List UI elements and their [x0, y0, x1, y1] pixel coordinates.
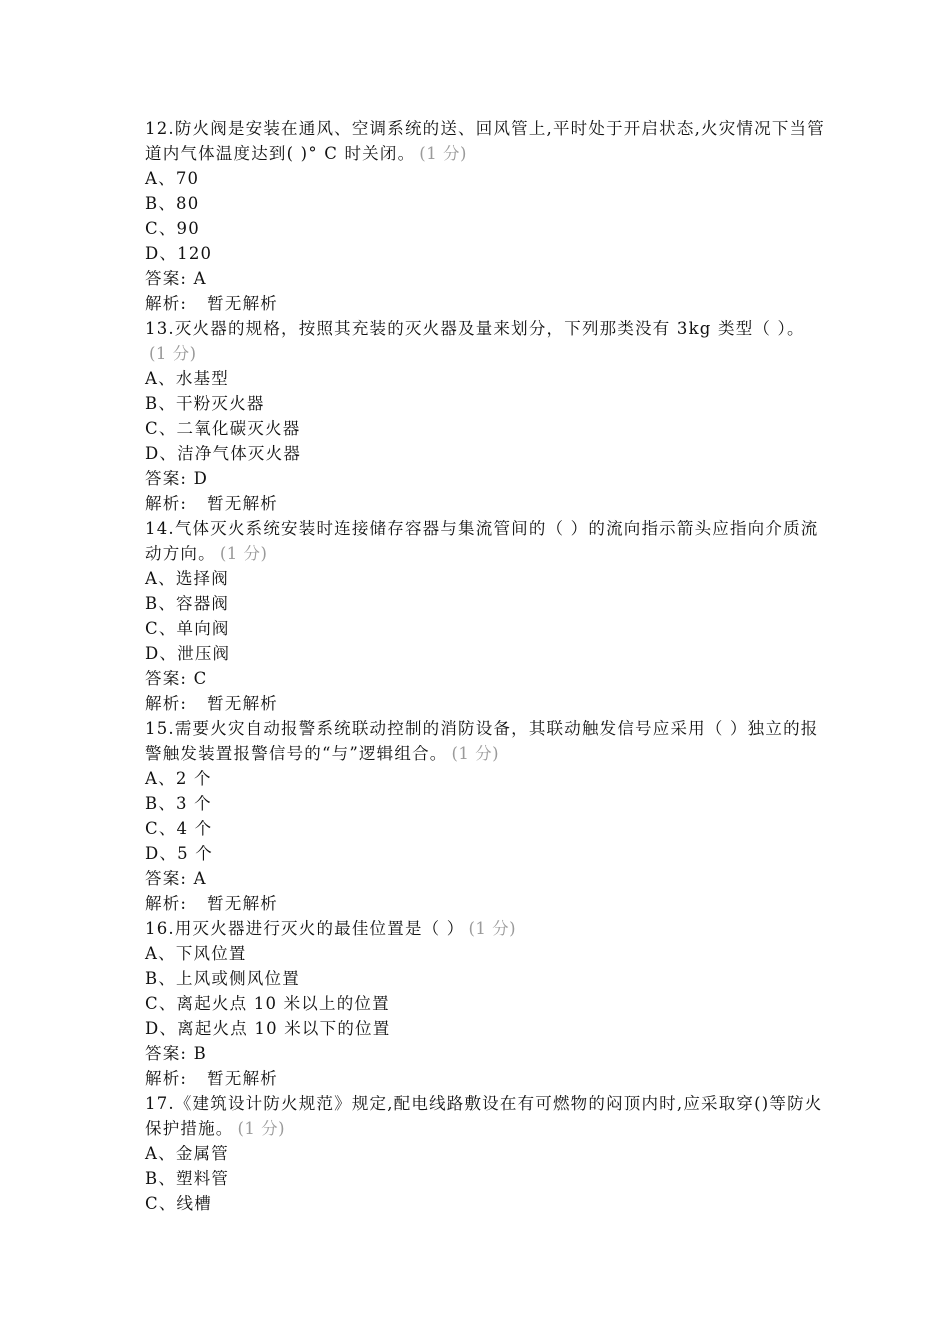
answer-line	[145, 1041, 825, 1066]
option: C、单向阀	[145, 619, 230, 638]
question-text: 13.灭火器的规格，按照其充装的灭火器及量来划分，下列那类没有 3kg 类型（ ）。	[145, 319, 805, 338]
question-text: 16.用灭火器进行灭火的最佳位置是（ ）	[145, 919, 465, 938]
question-score: (1 分)	[219, 544, 268, 563]
question-text: 12.防火阀是安装在通风、空调系统的送、回风管上,平时处于开启状态,火灾情况下当管道内气体温度达到( )° C 时关闭。	[145, 119, 825, 163]
answer-line	[145, 266, 825, 291]
option: B、干粉灭火器	[145, 394, 265, 413]
analysis-label: 解析:	[145, 494, 188, 513]
answer-label: 答案:	[145, 669, 188, 688]
analysis-line	[145, 291, 825, 316]
option: D、离起火点 10 米以下的位置	[145, 1019, 391, 1038]
option: C、离起火点 10 米以上的位置	[145, 994, 390, 1013]
answer-value: C	[193, 669, 208, 688]
option: A、70	[145, 169, 200, 188]
analysis-value: 暂无解析	[207, 1069, 278, 1088]
analysis-label: 解析:	[145, 694, 188, 713]
question-stem	[145, 916, 825, 941]
answer-label: 答案:	[145, 1044, 188, 1063]
option: D、120	[145, 244, 213, 263]
analysis-value: 暂无解析	[207, 494, 278, 513]
analysis-label: 解析:	[145, 894, 188, 913]
option: B、塑料管	[145, 1169, 230, 1188]
question-score: (1 分)	[237, 1119, 286, 1138]
question-block	[145, 116, 825, 316]
answer-label: 答案:	[145, 469, 188, 488]
analysis-label: 解析:	[145, 1069, 188, 1088]
answer-value: B	[193, 1044, 207, 1063]
question-text: 15.需要火灾自动报警系统联动控制的消防设备，其联动触发信号应采用（ ）独立的报警触发装置报警信号的“与”逻辑组合。	[145, 719, 819, 763]
question-block	[145, 1091, 825, 1216]
question-block	[145, 716, 825, 916]
question-score: (1 分)	[419, 144, 467, 163]
question-block	[145, 516, 825, 716]
analysis-line	[145, 491, 825, 516]
option: A、水基型	[145, 369, 229, 388]
question-block	[145, 916, 825, 1091]
option: D、5 个	[145, 844, 213, 863]
option: A、2 个	[145, 769, 212, 788]
question-score: (1 分)	[149, 344, 197, 363]
exam-document	[145, 116, 825, 1216]
option: D、洁净气体灭火器	[145, 444, 302, 463]
analysis-value: 暂无解析	[207, 294, 278, 313]
answer-label: 答案:	[145, 269, 188, 288]
analysis-value: 暂无解析	[207, 894, 278, 913]
option: A、下风位置	[145, 944, 247, 963]
analysis-line	[145, 891, 825, 916]
question-stem	[145, 516, 825, 566]
analysis-line	[145, 691, 825, 716]
option: B、80	[145, 194, 200, 213]
option: B、上风或侧风位置	[145, 969, 300, 988]
option: A、选择阀	[145, 569, 229, 588]
option: B、3 个	[145, 794, 212, 813]
option: C、二氧化碳灭火器	[145, 419, 301, 438]
option: A、金属管	[145, 1144, 229, 1163]
analysis-label: 解析:	[145, 294, 188, 313]
question-score: (1 分)	[468, 919, 517, 938]
analysis-line	[145, 1066, 825, 1091]
option: B、容器阀	[145, 594, 230, 613]
question-stem	[145, 116, 825, 166]
answer-line	[145, 866, 825, 891]
question-stem	[145, 316, 825, 366]
analysis-value: 暂无解析	[207, 694, 278, 713]
answer-value: A	[193, 869, 207, 888]
question-score: (1 分)	[451, 744, 500, 763]
option: C、线槽	[145, 1194, 212, 1213]
answer-value: D	[193, 469, 209, 488]
question-stem	[145, 716, 825, 766]
answer-line	[145, 666, 825, 691]
option: D、泄压阀	[145, 644, 231, 663]
answer-value: A	[193, 269, 207, 288]
question-text: 14.气体灭火系统安装时连接储存容器与集流管间的（ ）的流向指示箭头应指向介质流动方向。	[145, 519, 819, 563]
question-text: 17.《建筑设计防火规范》规定,配电线路敷设在有可燃物的闷顶内时,应采取穿()等防火保护措施。	[145, 1094, 823, 1138]
option: C、90	[145, 219, 200, 238]
question-block	[145, 316, 825, 516]
answer-line	[145, 466, 825, 491]
question-stem	[145, 1091, 825, 1141]
answer-label: 答案:	[145, 869, 188, 888]
option: C、4 个	[145, 819, 213, 838]
